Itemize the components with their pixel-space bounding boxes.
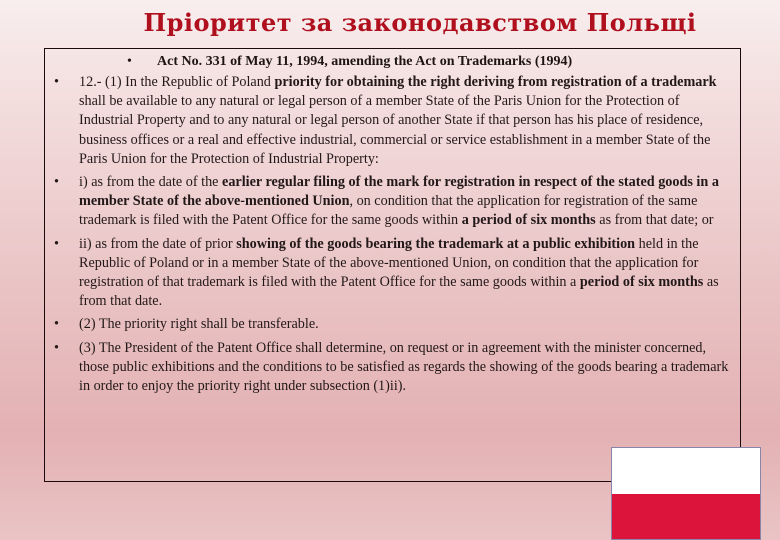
item-text: held in the Republic of Poland or in a member State of the above-mentioned Union, on condition that the application for registration of that trademark is filed with the Patent Office for the same goods within a bbox=[79, 235, 699, 291]
list-item bbox=[45, 339, 742, 397]
list-item bbox=[45, 315, 742, 334]
list-item bbox=[45, 73, 742, 169]
item-emphasis: showing of the goods bearing the trademark at a public exhibition bbox=[236, 235, 636, 252]
slide-title: Пріоритет за законодавством Польщі bbox=[143, 8, 697, 37]
provision-list bbox=[45, 73, 742, 400]
item-text: ii) as from the date of prior bbox=[79, 235, 237, 252]
item-emphasis: earlier regular filing of the mark for registration in respect of the stated goods in a member State of the above-mentioned Union bbox=[79, 174, 719, 210]
bullet-icon: • bbox=[54, 339, 59, 356]
act-heading-text: Act No. 331 of May 11, 1994, amending the Act on Trademarks (1994) bbox=[157, 54, 573, 69]
item-emphasis: period of six months bbox=[579, 274, 704, 291]
list-item bbox=[45, 235, 742, 312]
act-heading bbox=[127, 52, 572, 72]
item-text: as from that date; or bbox=[595, 212, 714, 229]
item-emphasis: priority for obtaining the right deriving from registration of a trademark bbox=[274, 74, 717, 90]
item-text: shall be available to any natural or legal person of a member State of the Paris Union for the Protection of Industrial Property and to any natural or legal person of another State if that person has his place of residence, business offices or a real and effective industrial, commercial or service establishment in a member State of the Paris Union for the Protection of Industrial Property: bbox=[79, 93, 711, 167]
poland-flag-image bbox=[611, 447, 761, 540]
item-text: i) as from the date of the bbox=[79, 174, 223, 191]
bullet-icon: • bbox=[54, 316, 59, 333]
bullet-icon: • bbox=[127, 54, 132, 69]
item-text: (2) The priority right shall be transferable. bbox=[79, 316, 319, 333]
flag-red-stripe bbox=[612, 494, 760, 540]
bullet-icon: • bbox=[54, 235, 59, 252]
flag-white-stripe bbox=[612, 448, 760, 494]
item-text: , on condition that the application for registration of the same trademark is filed with the Patent Office for the same goods within bbox=[79, 193, 698, 229]
list-item bbox=[45, 173, 742, 231]
content-box bbox=[44, 48, 741, 482]
item-text: as from that date. bbox=[79, 274, 719, 310]
item-text: 12.- (1) In the Republic of Poland bbox=[79, 74, 275, 90]
bullet-icon: • bbox=[54, 174, 59, 191]
bullet-icon: • bbox=[54, 74, 59, 90]
item-text: (3) The President of the Patent Office shall determine, on request or in agreement with the minister concerned, those public exhibitions and the conditions to be satisfied as regards the showing of the goods bearing a trademark in order to enjoy the priority right under subsection (1)ii). bbox=[79, 339, 729, 395]
item-emphasis: a period of six months bbox=[461, 212, 596, 229]
